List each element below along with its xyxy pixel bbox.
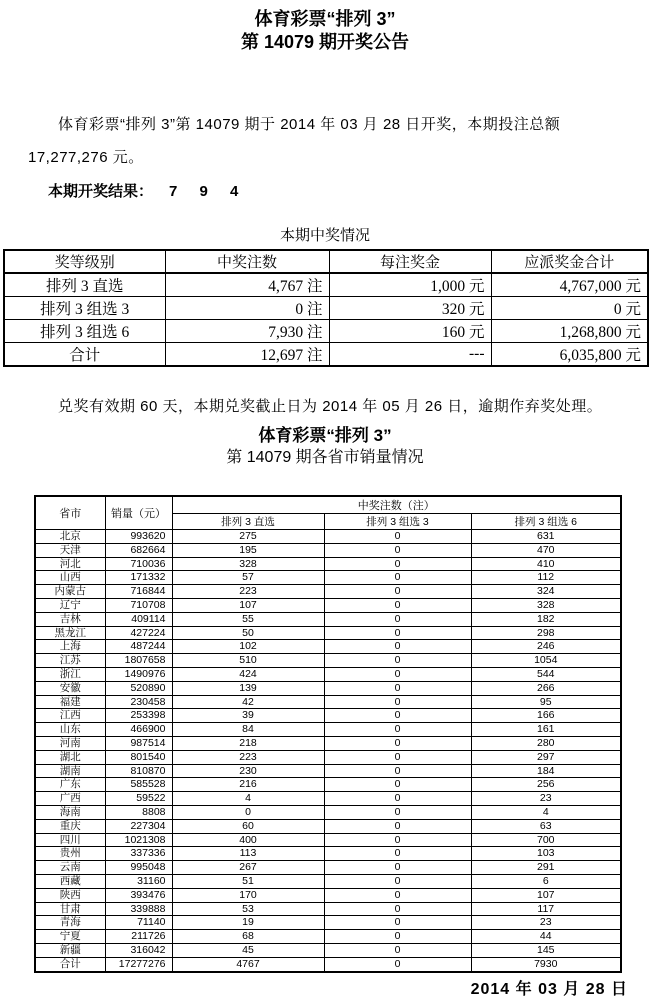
- zuxuan3-count: 0: [324, 861, 471, 875]
- sales-table-row: [35, 585, 621, 599]
- zhixuan-count: 50: [172, 626, 324, 640]
- province-name: 浙江: [35, 667, 105, 681]
- sales-table-row: [35, 916, 621, 930]
- province-name: 宁夏: [35, 930, 105, 944]
- sales-title-line1: 体育彩票“排列 3”: [258, 426, 392, 445]
- sales-table-header-row1: [35, 496, 621, 514]
- province-name: 重庆: [35, 819, 105, 833]
- zuxuan3-count: 0: [324, 847, 471, 861]
- zhixuan-count: 57: [172, 571, 324, 585]
- zuxuan3-count: 0: [324, 916, 471, 930]
- zhixuan-count: 510: [172, 654, 324, 668]
- zuxuan6-count: 298: [471, 626, 621, 640]
- zhixuan-count: 4767: [172, 957, 324, 971]
- province-name: 广东: [35, 778, 105, 792]
- zuxuan3-count: 0: [324, 792, 471, 806]
- prize-winner-count: 7,930 注: [165, 320, 329, 343]
- sales-amount: 230458: [105, 695, 172, 709]
- draw-result-line: [48, 180, 650, 201]
- zuxuan3-count: 0: [324, 640, 471, 654]
- sales-amount: 171332: [105, 571, 172, 585]
- zuxuan6-count: 297: [471, 750, 621, 764]
- zuxuan3-count: 0: [324, 681, 471, 695]
- zuxuan3-count: 0: [324, 819, 471, 833]
- prize-column-header: 奖等级别: [4, 250, 165, 273]
- sales-table-row: [35, 557, 621, 571]
- zhixuan-count: 53: [172, 902, 324, 916]
- province-name: 内蒙古: [35, 585, 105, 599]
- zuxuan3-count: 0: [324, 667, 471, 681]
- sales-table-row: [35, 792, 621, 806]
- sales-table-row: [35, 626, 621, 640]
- sales-table-row: [35, 874, 621, 888]
- zuxuan6-count: 631: [471, 530, 621, 544]
- zhixuan-count: 424: [172, 667, 324, 681]
- zuxuan3-count: 0: [324, 750, 471, 764]
- sales-table-row: [35, 902, 621, 916]
- province-name: 北京: [35, 530, 105, 544]
- sales-col-header-sales: 销量（元）: [105, 496, 172, 530]
- zuxuan3-count: 0: [324, 833, 471, 847]
- zhixuan-count: 51: [172, 874, 324, 888]
- sales-table-row: [35, 888, 621, 902]
- sales-amount: 520890: [105, 681, 172, 695]
- sales-amount: 1490976: [105, 667, 172, 681]
- zuxuan6-count: 161: [471, 723, 621, 737]
- sales-amount: 409114: [105, 612, 172, 626]
- zuxuan6-count: 1054: [471, 654, 621, 668]
- prize-per-bet: 320 元: [329, 297, 491, 320]
- sales-amount: 710036: [105, 557, 172, 571]
- prize-total-payout: 4,767,000 元: [491, 273, 648, 297]
- zuxuan6-count: 291: [471, 861, 621, 875]
- sales-table-row: [35, 667, 621, 681]
- sales-amount: 995048: [105, 861, 172, 875]
- prize-column-header: 每注奖金: [329, 250, 491, 273]
- zuxuan3-count: 0: [324, 654, 471, 668]
- prize-table-row: [4, 297, 648, 320]
- sales-table-row: [35, 654, 621, 668]
- zuxuan6-count: 470: [471, 543, 621, 557]
- zuxuan6-count: 107: [471, 888, 621, 902]
- zuxuan3-count: 0: [324, 709, 471, 723]
- zhixuan-count: 55: [172, 612, 324, 626]
- sales-table-row: [35, 695, 621, 709]
- zuxuan3-count: 0: [324, 805, 471, 819]
- zuxuan6-count: 182: [471, 612, 621, 626]
- zhixuan-count: 275: [172, 530, 324, 544]
- zuxuan6-count: 184: [471, 764, 621, 778]
- redemption-notice: 兑奖有效期 60 天，本期兑奖截止日为 2014 年 05 月 26 日，逾期作弃奖处理。: [58, 398, 603, 415]
- prize-tier-label: 排列 3 组选 6: [4, 320, 165, 343]
- prize-total-payout: 1,268,800 元: [491, 320, 648, 343]
- sales-table-row: [35, 764, 621, 778]
- draw-result-numbers: 7 9 4: [169, 183, 248, 200]
- zuxuan6-count: 410: [471, 557, 621, 571]
- announcement-date: 2014 年 03 月 28 日: [470, 981, 628, 998]
- sales-title-line2: 第 14079 期各省市销量情况: [226, 449, 424, 466]
- sales-amount: 810870: [105, 764, 172, 778]
- zuxuan6-count: 103: [471, 847, 621, 861]
- province-name: 上海: [35, 640, 105, 654]
- doc-title-line2: 第 14079 期开奖公告: [240, 32, 410, 52]
- zuxuan3-count: 0: [324, 764, 471, 778]
- zuxuan6-count: 266: [471, 681, 621, 695]
- sales-table-row: [35, 778, 621, 792]
- zhixuan-count: 139: [172, 681, 324, 695]
- province-name: 江西: [35, 709, 105, 723]
- sales-amount: 316042: [105, 943, 172, 957]
- prize-table-row: [4, 343, 648, 367]
- prize-winner-count: 0 注: [165, 297, 329, 320]
- zhixuan-count: 223: [172, 585, 324, 599]
- sales-amount: 682664: [105, 543, 172, 557]
- province-name: 黑龙江: [35, 626, 105, 640]
- province-name: 辽宁: [35, 598, 105, 612]
- sales-table-row: [35, 750, 621, 764]
- zhixuan-count: 84: [172, 723, 324, 737]
- zuxuan3-count: 0: [324, 778, 471, 792]
- zuxuan3-count: 0: [324, 571, 471, 585]
- province-name: 甘肃: [35, 902, 105, 916]
- sales-amount: 253398: [105, 709, 172, 723]
- intro-paragraph: 体育彩票“排列 3”第 14079 期于 2014 年 03 月 28 日开奖，本期投注总额 17,277,276 元。: [28, 116, 561, 166]
- prize-winner-count: 4,767 注: [165, 273, 329, 297]
- zuxuan6-count: 95: [471, 695, 621, 709]
- zhixuan-count: 68: [172, 930, 324, 944]
- sales-amount: 337336: [105, 847, 172, 861]
- zhixuan-count: 195: [172, 543, 324, 557]
- zhixuan-count: 267: [172, 861, 324, 875]
- zuxuan6-count: 4: [471, 805, 621, 819]
- sales-table-row: [35, 861, 621, 875]
- sales-table-row: [35, 736, 621, 750]
- sales-amount: 1021308: [105, 833, 172, 847]
- zuxuan6-count: 280: [471, 736, 621, 750]
- sales-amount: 987514: [105, 736, 172, 750]
- sales-amount: 710708: [105, 598, 172, 612]
- zuxuan6-count: 117: [471, 902, 621, 916]
- zuxuan6-count: 7930: [471, 957, 621, 971]
- sales-amount: 211726: [105, 930, 172, 944]
- zhixuan-count: 216: [172, 778, 324, 792]
- zuxuan3-count: 0: [324, 902, 471, 916]
- prize-total-payout: 6,035,800 元: [491, 343, 648, 367]
- province-name: 广西: [35, 792, 105, 806]
- zuxuan3-count: 0: [324, 930, 471, 944]
- prize-per-bet: 160 元: [329, 320, 491, 343]
- sales-amount: 393476: [105, 888, 172, 902]
- sales-col-header-winning-group: 中奖注数（注）: [172, 496, 621, 514]
- zuxuan6-count: 324: [471, 585, 621, 599]
- prize-column-header: 应派奖金合计: [491, 250, 648, 273]
- zhixuan-count: 0: [172, 805, 324, 819]
- sales-amount: 31160: [105, 874, 172, 888]
- sales-table: [34, 495, 622, 973]
- province-name: 江苏: [35, 654, 105, 668]
- sales-amount: 339888: [105, 902, 172, 916]
- province-name: 四川: [35, 833, 105, 847]
- prize-table-row: [4, 273, 648, 297]
- zuxuan3-count: 0: [324, 530, 471, 544]
- sales-amount: 466900: [105, 723, 172, 737]
- doc-title-line1: 体育彩票“排列 3”: [254, 9, 396, 29]
- zuxuan6-count: 44: [471, 930, 621, 944]
- zhixuan-count: 328: [172, 557, 324, 571]
- sales-table-row: [35, 681, 621, 695]
- zuxuan3-count: 0: [324, 723, 471, 737]
- zuxuan6-count: 246: [471, 640, 621, 654]
- prize-table-row: [4, 320, 648, 343]
- zhixuan-count: 19: [172, 916, 324, 930]
- zuxuan3-count: 0: [324, 626, 471, 640]
- zuxuan6-count: 23: [471, 916, 621, 930]
- province-name: 安徽: [35, 681, 105, 695]
- zhixuan-count: 223: [172, 750, 324, 764]
- prize-per-bet: 1,000 元: [329, 273, 491, 297]
- province-name: 陕西: [35, 888, 105, 902]
- zuxuan6-count: 166: [471, 709, 621, 723]
- sales-table-row: [35, 930, 621, 944]
- sales-table-row: [35, 598, 621, 612]
- province-name: 青海: [35, 916, 105, 930]
- sales-table-body: [35, 530, 621, 972]
- sales-table-row: [35, 957, 621, 971]
- zhixuan-count: 42: [172, 695, 324, 709]
- sales-amount: 716844: [105, 585, 172, 599]
- zhixuan-count: 400: [172, 833, 324, 847]
- prize-table-header-row: [4, 250, 648, 273]
- zhixuan-count: 218: [172, 736, 324, 750]
- zuxuan6-count: 63: [471, 819, 621, 833]
- sales-amount: 1807658: [105, 654, 172, 668]
- province-name: 天津: [35, 543, 105, 557]
- zuxuan6-count: 112: [471, 571, 621, 585]
- province-name: 河北: [35, 557, 105, 571]
- sales-table-row: [35, 640, 621, 654]
- province-name: 海南: [35, 805, 105, 819]
- zuxuan6-count: 145: [471, 943, 621, 957]
- zuxuan6-count: 700: [471, 833, 621, 847]
- province-name: 合计: [35, 957, 105, 971]
- sales-amount: 427224: [105, 626, 172, 640]
- prize-column-header: 中奖注数: [165, 250, 329, 273]
- province-name: 贵州: [35, 847, 105, 861]
- zuxuan3-count: 0: [324, 557, 471, 571]
- sales-table-row: [35, 833, 621, 847]
- sales-amount: 8808: [105, 805, 172, 819]
- zuxuan6-count: 23: [471, 792, 621, 806]
- sales-table-row: [35, 805, 621, 819]
- prize-per-bet: ---: [329, 343, 491, 367]
- province-name: 河南: [35, 736, 105, 750]
- province-name: 福建: [35, 695, 105, 709]
- zhixuan-count: 230: [172, 764, 324, 778]
- province-name: 山西: [35, 571, 105, 585]
- zhixuan-count: 4: [172, 792, 324, 806]
- zhixuan-count: 170: [172, 888, 324, 902]
- sales-col-header-zuxuan6: 排列 3 组选 6: [471, 514, 621, 530]
- zuxuan3-count: 0: [324, 943, 471, 957]
- province-name: 山东: [35, 723, 105, 737]
- province-name: 新疆: [35, 943, 105, 957]
- prize-winner-count: 12,697 注: [165, 343, 329, 367]
- sales-table-row: [35, 709, 621, 723]
- prize-table-title: 本期中奖情况: [279, 227, 370, 244]
- sales-amount: 71140: [105, 916, 172, 930]
- sales-amount: 17277276: [105, 957, 172, 971]
- zuxuan3-count: 0: [324, 598, 471, 612]
- prize-total-payout: 0 元: [491, 297, 648, 320]
- prize-tier-label: 排列 3 直选: [4, 273, 165, 297]
- prize-table-body: [4, 273, 648, 366]
- zhixuan-count: 45: [172, 943, 324, 957]
- province-name: 吉林: [35, 612, 105, 626]
- sales-col-header-zuxuan3: 排列 3 组选 3: [324, 514, 471, 530]
- draw-result-label: 本期开奖结果：: [48, 183, 154, 200]
- zhixuan-count: 113: [172, 847, 324, 861]
- zuxuan6-count: 328: [471, 598, 621, 612]
- sales-table-row: [35, 723, 621, 737]
- zuxuan6-count: 256: [471, 778, 621, 792]
- zuxuan3-count: 0: [324, 888, 471, 902]
- sales-table-row: [35, 819, 621, 833]
- zuxuan3-count: 0: [324, 612, 471, 626]
- zuxuan3-count: 0: [324, 736, 471, 750]
- zuxuan3-count: 0: [324, 957, 471, 971]
- sales-amount: 585528: [105, 778, 172, 792]
- sales-table-row: [35, 943, 621, 957]
- sales-table-row: [35, 571, 621, 585]
- zhixuan-count: 60: [172, 819, 324, 833]
- zuxuan6-count: 6: [471, 874, 621, 888]
- sales-table-row: [35, 612, 621, 626]
- province-name: 西藏: [35, 874, 105, 888]
- sales-col-header-zhixuan: 排列 3 直选: [172, 514, 324, 530]
- zuxuan3-count: 0: [324, 874, 471, 888]
- sales-amount: 801540: [105, 750, 172, 764]
- sales-amount: 227304: [105, 819, 172, 833]
- zuxuan3-count: 0: [324, 695, 471, 709]
- sales-amount: 993620: [105, 530, 172, 544]
- sales-table-row: [35, 543, 621, 557]
- province-name: 湖南: [35, 764, 105, 778]
- prize-tier-label: 合计: [4, 343, 165, 367]
- sales-amount: 59522: [105, 792, 172, 806]
- province-name: 云南: [35, 861, 105, 875]
- zuxuan6-count: 544: [471, 667, 621, 681]
- sales-table-row: [35, 530, 621, 544]
- zhixuan-count: 107: [172, 598, 324, 612]
- sales-amount: 487244: [105, 640, 172, 654]
- sales-table-row: [35, 847, 621, 861]
- province-name: 湖北: [35, 750, 105, 764]
- prize-table: [3, 249, 649, 367]
- zhixuan-count: 39: [172, 709, 324, 723]
- zuxuan3-count: 0: [324, 543, 471, 557]
- sales-col-header-province: 省市: [35, 496, 105, 530]
- zhixuan-count: 102: [172, 640, 324, 654]
- prize-tier-label: 排列 3 组选 3: [4, 297, 165, 320]
- zuxuan3-count: 0: [324, 585, 471, 599]
